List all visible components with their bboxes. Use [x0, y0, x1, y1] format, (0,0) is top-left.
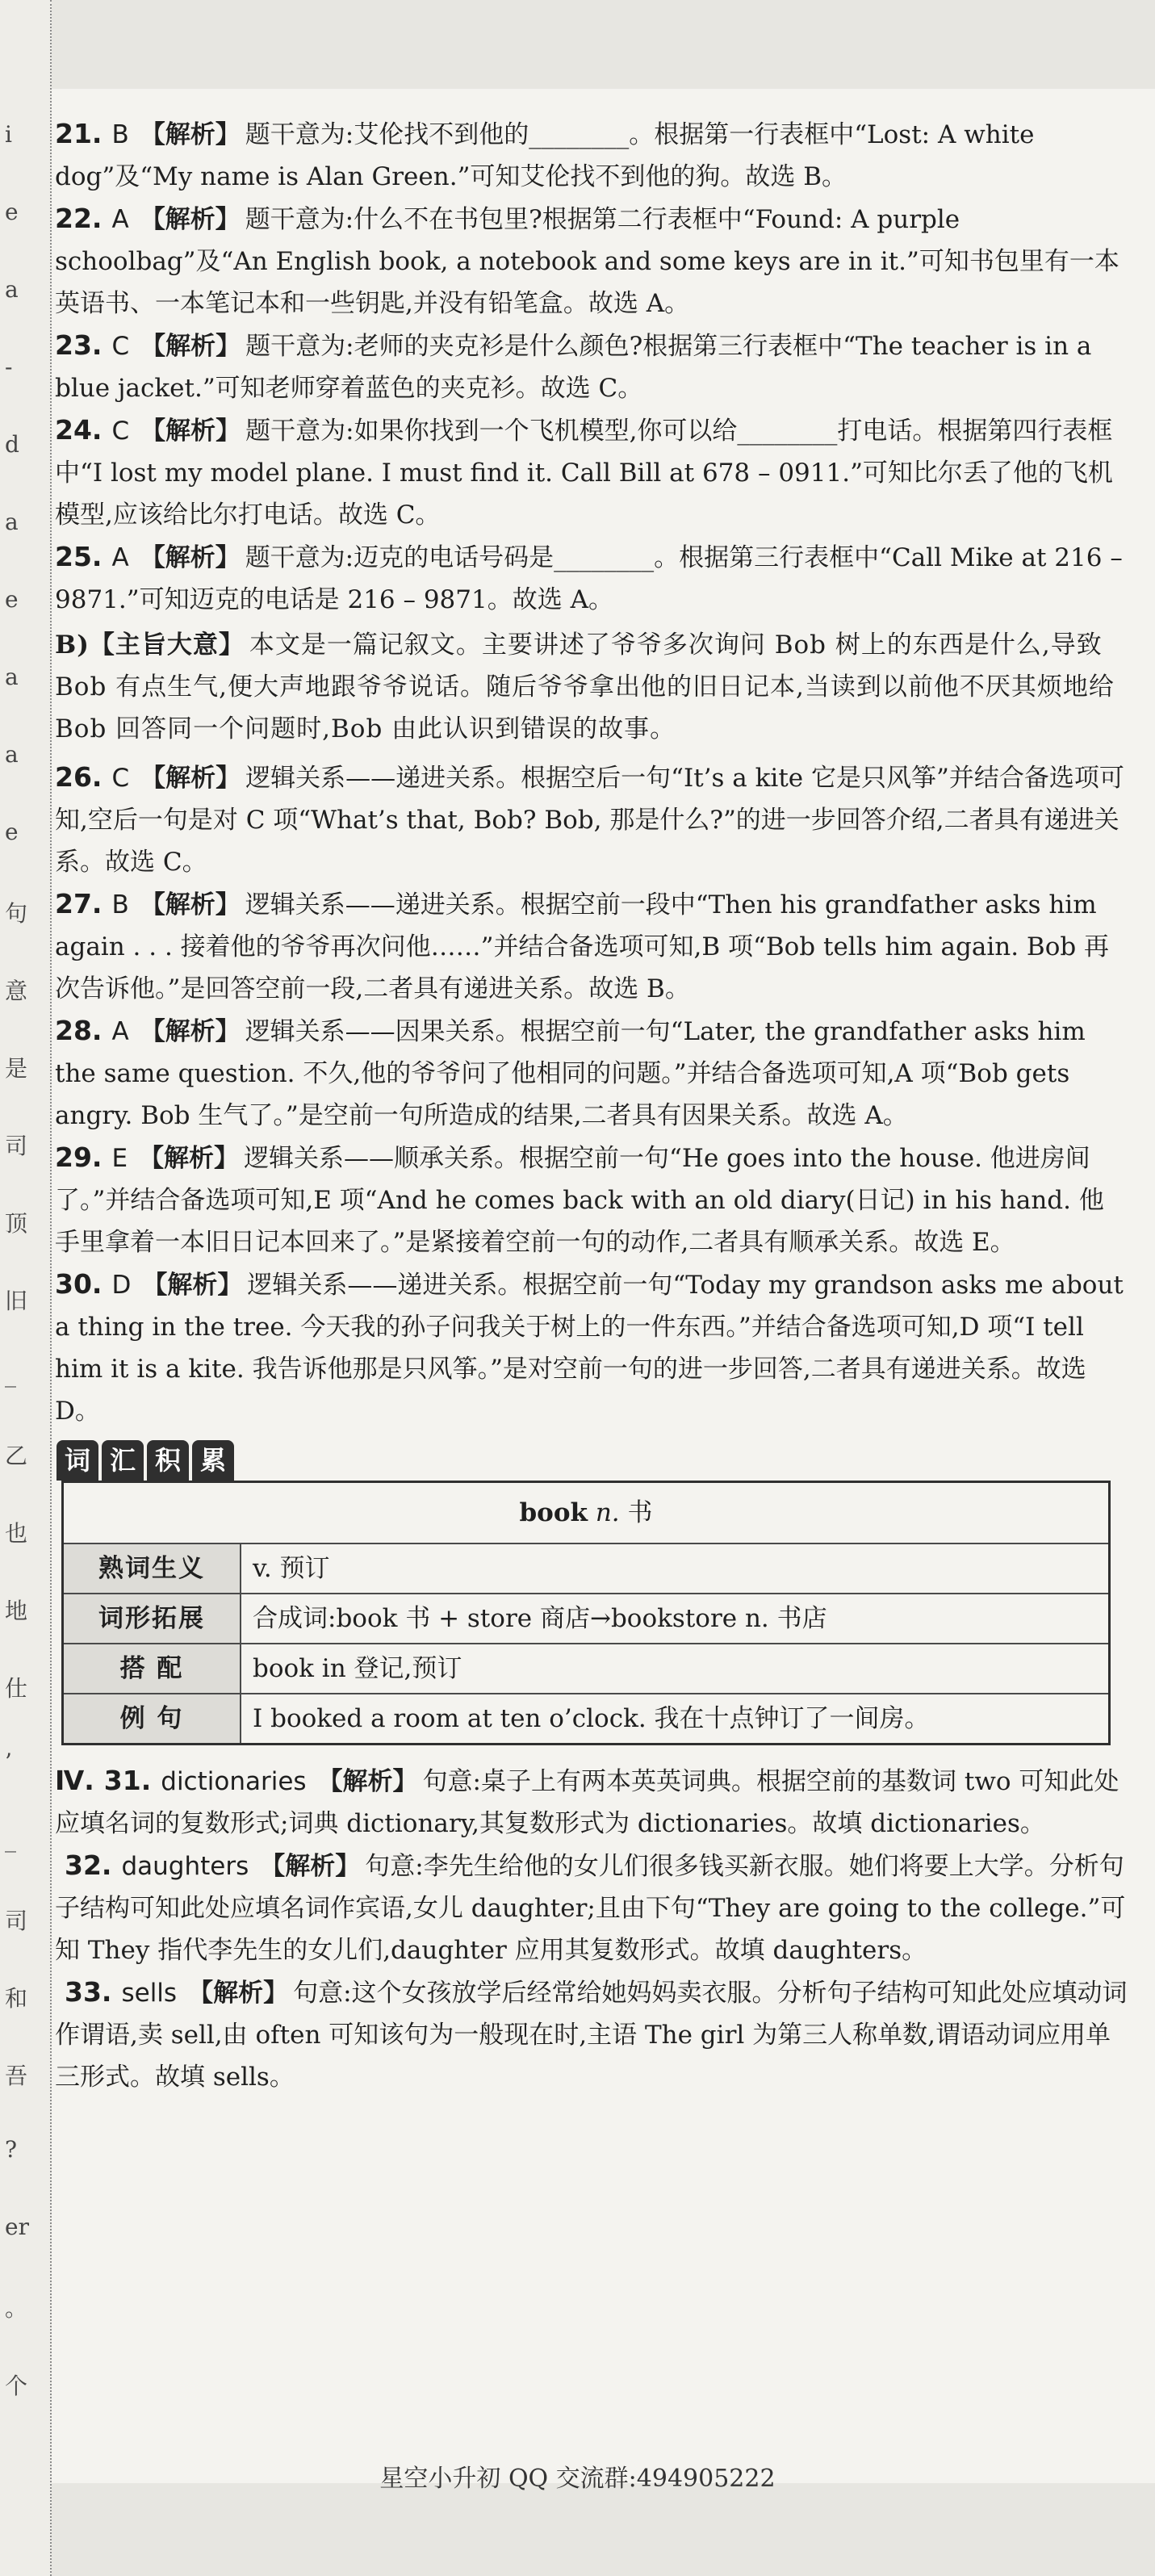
answers-section-a: [55, 113, 1128, 621]
vocab-row-label: 词形拓展: [63, 1594, 241, 1644]
answer-number: 22.: [55, 203, 103, 234]
vocab-row-content: book in 登记,预订: [241, 1644, 1110, 1694]
vocab-row: [63, 1594, 1110, 1644]
analysis-text: 逻辑关系——因果关系。根据空前一句“Later, the grandfather asks him the same question. 不久,他的爷爷问了他相同的问题。”并结合备选项可知,A 项“Bob gets angry. Bob 生气了。”是空前一句所造成的结果,二者具有因果关系。故选 A。: [55, 1017, 1086, 1130]
vocab-row: [63, 1694, 1110, 1745]
edge-fragment: e: [5, 199, 19, 225]
edge-fragment: 意: [5, 978, 28, 1004]
analysis-text: 逻辑关系——递进关系。根据空前一段中“Then his grandfather asks him again . . . 接着他的爷爷再次问他……”并结合备选项可知,B 项“Bob tells him again. Bob 再次告诉他。”是回答空前一段,二者具有递进关系。故选 B。: [55, 890, 1110, 1003]
analysis-tag: 【解析】: [260, 1852, 361, 1881]
summary-label: B)【主旨大意】: [55, 630, 245, 660]
edge-fragment: 句: [5, 900, 28, 927]
vocab-row-label: 熟词生义: [63, 1544, 241, 1594]
answers-section-b: [55, 756, 1128, 1432]
answer-item: [55, 113, 1128, 198]
vocab-header: [63, 1482, 1110, 1544]
answer-number: 29.: [55, 1141, 103, 1173]
answer-choice: C: [111, 417, 130, 446]
answer-item: [55, 756, 1128, 883]
answer-number: 25.: [55, 541, 103, 572]
answer-item: [55, 1845, 1128, 1971]
edge-fragment: a: [5, 741, 19, 768]
edge-fragment: ?: [5, 2136, 18, 2163]
edge-fragment: 个: [5, 2373, 28, 2399]
edge-fragment: i: [5, 121, 12, 148]
answer-prefix: Ⅳ.: [55, 1765, 94, 1796]
analysis-tag: 【解析】: [142, 1271, 243, 1300]
answer-item: [55, 198, 1128, 325]
vocab-tab-char: 积: [147, 1440, 189, 1481]
vocab-row: [63, 1544, 1110, 1594]
analysis-text: 题干意为:艾伦找不到他的________。根据第一行表框中“Lost: A white dog”及“My name is Alan Green.”可知艾伦找不到他的狗。故选 B。: [55, 120, 1035, 191]
analysis-tag: 【解析】: [317, 1767, 418, 1796]
answer-number: 27.: [55, 888, 103, 919]
edge-fragment: _: [5, 1826, 16, 1853]
answer-number: 24.: [55, 414, 103, 446]
answer-choice: dictionaries: [161, 1767, 307, 1796]
answer-number: 26.: [55, 761, 103, 793]
edge-fragment: e: [5, 819, 19, 845]
analysis-tag: 【解析】: [140, 543, 241, 572]
analysis-tag: 【解析】: [140, 1017, 241, 1046]
analysis-text: 题干意为:老师的夹克衫是什么颜色?根据第三行表框中“The teacher is in a blue jacket.”可知老师穿着蓝色的夹克衫。故选 C。: [55, 332, 1092, 403]
analysis-text: 逻辑关系——递进关系。根据空前一句“Today my grandson asks me about a thing in the tree. 今天我的孙子问我关于树上的一件东西。”并结合备选项可知,D 项“I tell him it is a kite. 我告诉他那是只风筝。”是对空前一句的进一步回答,二者具有递进关系。故选 D。: [55, 1271, 1124, 1426]
edge-fragment: a: [5, 276, 19, 303]
answer-number: 21.: [55, 118, 103, 149]
answer-choice: A: [111, 1017, 129, 1046]
edge-fragment: 旧: [5, 1288, 28, 1314]
summary-text: 本文是一篇记叙文。主要讲述了爷爷多次询问 Bob 树上的东西是什么,导致 Bob 有点生气,便大声地跟爷爷说话。随后爷爷拿出他的旧日记本,当读到以前他不厌其烦地给 Bob 回答同一个问题时,Bob 由此认识到错误的故事。: [55, 630, 1115, 743]
edge-fragment: 司: [5, 1133, 28, 1159]
edge-fragment: 顶: [5, 1210, 28, 1237]
answer-choice: A: [111, 543, 129, 572]
vocab-row-label: 例 句: [63, 1694, 241, 1745]
answer-item: [55, 1760, 1128, 1845]
answer-choice: C: [111, 332, 130, 361]
vocab-table: [61, 1481, 1111, 1745]
analysis-text: 句意:李先生给他的女儿们很多钱买新衣服。她们将要上大学。分析句子结构可知此处应填名词作宾语,女儿 daughter;且由下句“They are going to the college.”可知 They 指代李先生的女儿们,daughter 应用其复数形式。故填 daughters。: [55, 1852, 1126, 1965]
analysis-tag: 【解析】: [140, 417, 241, 446]
footer-text: 星空小升初 QQ 交流群:494905222: [379, 2465, 776, 2493]
analysis-text: 题干意为:如果你找到一个飞机模型,你可以给________打电话。根据第四行表框中“I lost my model plane. I must find it. Call Bill at 678 – 0911.”可知比尔丢了他的飞机模型,应该给比尔打电话。故选 C。: [55, 417, 1113, 530]
answer-choice: D: [111, 1271, 132, 1300]
answer-choice: E: [111, 1144, 128, 1173]
answer-item: [55, 325, 1128, 409]
vocab-tab-char: 汇: [102, 1440, 144, 1481]
answer-item: [55, 409, 1128, 536]
answer-item: [55, 536, 1128, 621]
analysis-tag: 【解析】: [139, 1144, 240, 1173]
analysis-tag: 【解析】: [140, 890, 241, 919]
analysis-text: 句意:桌子上有两本英英词典。根据空前的基数词 two 可知此处应填名词的复数形式;词典 dictionary,其复数形式为 dictionaries。故填 dictionaries。: [55, 1767, 1119, 1838]
edge-fragment: a: [5, 664, 19, 690]
vocab-row-content: I booked a room at ten o’clock. 我在十点钟订了一间房。: [241, 1694, 1110, 1745]
vocab-row-content: 合成词:book 书 + store 商店→bookstore n. 书店: [241, 1594, 1110, 1644]
edge-fragment: e: [5, 586, 19, 613]
answer-item: [55, 1010, 1128, 1137]
vocab-tab-char: 累: [192, 1440, 234, 1481]
vocab-tab: [56, 1440, 1128, 1481]
left-page-edge: [0, 0, 52, 2576]
answer-choice: C: [111, 764, 130, 793]
analysis-tag: 【解析】: [140, 120, 241, 149]
answer-number: 30.: [55, 1268, 103, 1300]
answer-number: 33.: [65, 1976, 112, 2008]
vocab-row-content: v. 预订: [241, 1544, 1110, 1594]
edge-fragment: d: [5, 431, 19, 458]
bottom-paper-strip: [0, 2483, 1155, 2576]
edge-fragment: er: [5, 2214, 29, 2240]
analysis-text: 逻辑关系——顺承关系。根据空前一句“He goes into the house. 他进房间了。”并结合备选项可知,E 项“And he comes back with an old diary(日记) in his hand. 他手里拿着一本旧日记本回来了。”是紧接着空前一句的动作,二者具有顺承关系。故选 E。: [55, 1144, 1104, 1257]
answer-choice: B: [111, 120, 129, 149]
answer-number: 32.: [65, 1849, 112, 1881]
analysis-text: 句意:这个女孩放学后经常给她妈妈卖衣服。分析句子结构可知此处应填动词作谓语,卖 sell,由 often 可知该句为一般现在时,主语 The girl 为第三人称单数,谓语动词应用单三形式。故填 sells。: [55, 1979, 1128, 2092]
analysis-tag: 【解析】: [140, 332, 241, 361]
answer-choice: sells: [121, 1979, 178, 2008]
answer-item: [55, 1263, 1128, 1432]
answer-number: 31.: [103, 1765, 152, 1796]
edge-fragment: 是: [5, 1055, 28, 1082]
answer-choice: A: [111, 205, 129, 234]
vocab-header-row: [63, 1482, 1110, 1544]
answer-number: 23.: [55, 329, 103, 361]
edge-fragment: ’: [5, 1749, 12, 1775]
edge-fragment: a: [5, 509, 19, 535]
answer-item: [55, 883, 1128, 1010]
edge-fragment: _: [5, 1361, 16, 1388]
vocab-row: [63, 1644, 1110, 1694]
analysis-tag: 【解析】: [140, 205, 241, 234]
vocab-word: book: [519, 1498, 588, 1527]
vocab-tab-char: 词: [56, 1440, 98, 1481]
edge-fragment: 也: [5, 1520, 28, 1547]
vocab-row-label: 搭 配: [63, 1644, 241, 1694]
analysis-tag: 【解析】: [140, 764, 241, 793]
answer-content: [55, 113, 1128, 2098]
answers-section-c: [55, 1760, 1128, 2098]
vocab-pos: n.: [595, 1498, 620, 1527]
edge-fragment: 和: [5, 1985, 28, 2012]
edge-fragment: 乙: [5, 1443, 28, 1469]
analysis-text: 逻辑关系——递进关系。根据空后一句“It’s a kite 它是只风筝”并结合备选项可知,空后一句是对 C 项“What’s that, Bob? Bob, 那是什么?”的进一步回答介绍,二者具有递进关系。故选 C。: [55, 764, 1124, 877]
top-paper-strip: [0, 0, 1155, 89]
analysis-text: 题干意为:迈克的电话号码是________。根据第三行表框中“Call Mike at 216 – 9871.”可知迈克的电话是 216 – 9871。故选 A。: [55, 543, 1123, 614]
main-idea-summary: [55, 624, 1128, 750]
edge-fragment: -: [5, 354, 13, 380]
answer-choice: daughters: [121, 1852, 249, 1881]
answer-number: 28.: [55, 1015, 103, 1046]
analysis-text: 题干意为:什么不在书包里?根据第二行表框中“Found: A purple schoolbag”及“An English book, a notebook and some keys are in it.”可知书包里有一本英语书、一本笔记本和一些钥匙,并没有铅笔盒。故选 A。: [55, 205, 1119, 318]
edge-fragment: 司: [5, 1908, 28, 1934]
edge-fragment: 地: [5, 1598, 28, 1624]
edge-fragment: 吾: [5, 2063, 28, 2089]
edge-fragment: 仕: [5, 1675, 28, 1702]
vocab-meaning: 书: [627, 1498, 653, 1527]
edge-fragment: 。: [5, 2295, 28, 2322]
answer-item: [55, 1971, 1128, 2098]
answer-choice: B: [111, 890, 129, 919]
analysis-tag: 【解析】: [188, 1979, 289, 2008]
answer-item: [55, 1137, 1128, 1263]
